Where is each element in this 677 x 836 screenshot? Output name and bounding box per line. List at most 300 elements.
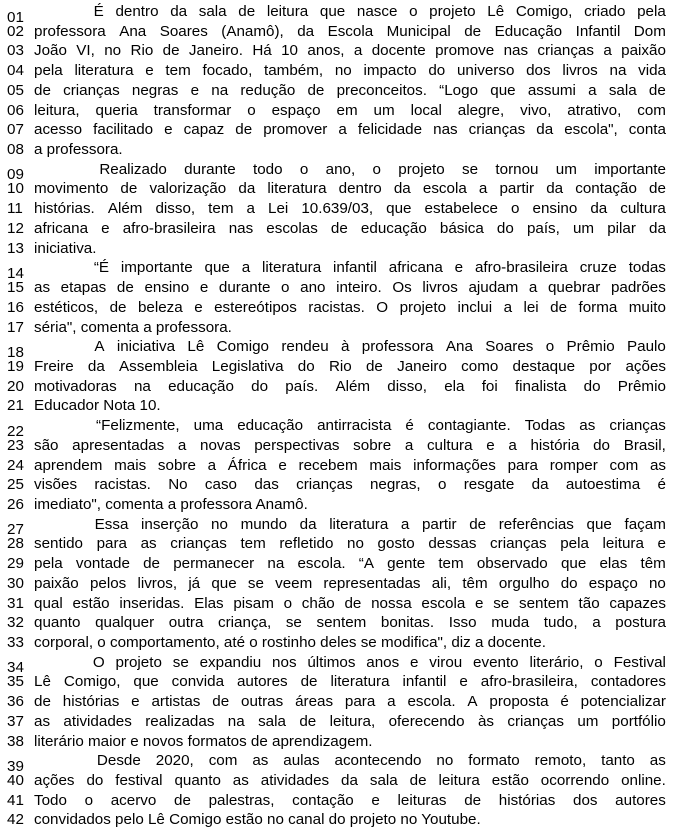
word: a	[478, 180, 488, 198]
word: se	[172, 653, 189, 671]
line-number: 07	[7, 121, 25, 139]
text-line-row	[0, 791, 677, 811]
text-line-row	[0, 534, 677, 554]
word: contadores	[590, 673, 666, 691]
line-text: iniciativa.	[34, 239, 97, 257]
text-line-row	[0, 475, 677, 495]
word: com	[609, 456, 639, 474]
word: e	[194, 298, 203, 316]
word: Rio	[328, 357, 352, 375]
word: Brasil,	[623, 436, 666, 454]
word: Infantil	[575, 22, 621, 40]
word: da	[170, 3, 188, 20]
word: online.	[621, 772, 666, 790]
word: acervo	[110, 791, 157, 809]
text-line-row	[0, 101, 677, 121]
word: afro-brasileira,	[480, 673, 578, 691]
word: forma	[578, 298, 618, 316]
line-text: literário maior e novos formatos de aprendizagem.	[34, 732, 373, 750]
word: do	[86, 772, 104, 790]
word: Janeiro.	[188, 42, 243, 60]
word: assumi	[527, 81, 576, 99]
word: a	[353, 42, 363, 60]
word: disso,	[387, 377, 427, 395]
word: de	[344, 594, 362, 612]
line-text	[34, 475, 677, 495]
word: leitura	[602, 535, 644, 553]
word: 10.639/03,	[301, 200, 374, 218]
word: e	[101, 219, 110, 237]
word: de	[307, 81, 325, 99]
word: romper	[549, 456, 598, 474]
line-text	[34, 61, 677, 81]
word: Paulo	[627, 338, 666, 356]
line-text	[34, 2, 677, 22]
line-number: 27	[7, 521, 25, 539]
word: Educação	[494, 22, 563, 40]
word: projeto	[115, 653, 162, 671]
word: Legislativa	[211, 357, 284, 375]
word: O	[376, 298, 389, 316]
line-number: 26	[7, 495, 25, 513]
word: Comigo,	[63, 673, 121, 691]
text-line-row	[0, 396, 677, 416]
word: promover	[263, 121, 328, 139]
word: sentem	[316, 614, 367, 632]
word: à	[341, 338, 350, 356]
word: para	[344, 693, 376, 711]
word: sentido	[34, 535, 83, 553]
word: do	[560, 574, 578, 592]
word: que	[319, 3, 346, 20]
text-line-row	[0, 219, 677, 239]
word: resgate	[463, 476, 515, 494]
word: a	[508, 436, 517, 454]
word: o	[247, 101, 256, 119]
word: observado	[476, 555, 548, 573]
line-text	[34, 692, 677, 712]
paragraph-indent	[34, 653, 82, 673]
line-text: imediato", comenta a professora Anamô.	[34, 495, 308, 513]
word: O	[92, 653, 105, 671]
word: da	[649, 219, 666, 237]
line-text	[34, 653, 677, 673]
word: mais	[114, 456, 147, 474]
word: têm	[462, 574, 488, 592]
word: pela	[560, 535, 589, 553]
text-line-row	[0, 61, 677, 81]
word: rendeu	[281, 338, 329, 356]
line-number: 31	[7, 594, 25, 612]
word: é	[657, 476, 666, 494]
line-text: a professora.	[34, 141, 123, 159]
word: acontecendo	[334, 752, 422, 770]
line-number: 20	[7, 377, 25, 395]
word: escola.	[297, 555, 346, 573]
word: leitura,	[34, 101, 80, 119]
word: pela	[34, 62, 63, 80]
text-line-row	[0, 771, 677, 791]
word: conta	[628, 121, 666, 139]
word: professora	[361, 338, 434, 356]
word: tem	[208, 200, 234, 218]
word: projeto	[399, 298, 447, 316]
word: é	[560, 693, 569, 711]
text-line-row	[0, 751, 677, 776]
line-number: 19	[7, 357, 25, 375]
line-number: 22	[7, 422, 25, 440]
word: literatura	[74, 62, 134, 80]
word: africana	[34, 219, 89, 237]
word: da	[536, 121, 554, 139]
word: Municipal	[386, 22, 451, 40]
word: escola	[422, 180, 467, 198]
line-text: Educador Nota 10.	[34, 397, 161, 415]
word: ajudam	[468, 279, 519, 297]
word: tanto	[601, 752, 635, 770]
word: inclui	[457, 298, 493, 316]
line-text	[34, 199, 677, 219]
word: em	[336, 101, 358, 119]
word: de	[300, 673, 318, 691]
word: com	[208, 752, 238, 770]
word: ali,	[431, 574, 452, 592]
word: de	[464, 791, 482, 809]
word: muda	[491, 614, 530, 632]
word: um	[555, 160, 577, 178]
word: ano	[300, 279, 326, 297]
word: visões	[34, 476, 78, 494]
word: A	[94, 338, 105, 356]
word: são	[34, 436, 59, 454]
word: beleza	[137, 298, 183, 316]
word: literatura	[267, 180, 327, 198]
word: no	[211, 515, 228, 533]
word: João	[34, 42, 67, 60]
word: crianças	[468, 121, 526, 139]
word: evento	[473, 653, 519, 671]
line-text	[34, 613, 677, 633]
word: as	[34, 712, 51, 730]
word: atividades	[260, 772, 330, 790]
line-number: 36	[7, 693, 25, 711]
paragraph-indent	[34, 2, 82, 22]
word: de	[469, 515, 487, 533]
word: qualquer	[95, 614, 155, 632]
line-text	[34, 436, 677, 456]
word: um	[577, 712, 599, 730]
word: e	[486, 436, 495, 454]
line-text	[34, 672, 677, 692]
word: crianças	[609, 417, 666, 435]
word: sala	[608, 81, 637, 99]
word: pela	[637, 3, 666, 20]
word: anos	[366, 653, 400, 671]
line-text	[34, 515, 677, 535]
word: racistas.	[308, 298, 365, 316]
word: Lê	[34, 673, 51, 691]
word: a	[588, 81, 597, 99]
word: tão	[578, 594, 600, 612]
line-text	[34, 377, 677, 397]
word: refletido	[279, 535, 334, 553]
text-line-row	[0, 239, 677, 259]
word: infantil	[333, 259, 377, 277]
line-number: 42	[7, 811, 25, 829]
word: de	[34, 693, 51, 711]
word: Ana	[119, 22, 147, 40]
word: crianças	[507, 712, 564, 730]
line-text	[34, 416, 677, 436]
word: recebem	[298, 456, 358, 474]
word: a	[603, 42, 612, 60]
text-line-row	[0, 574, 677, 594]
text-line-row	[0, 712, 677, 732]
word: e	[459, 673, 468, 691]
text-line-row	[0, 258, 677, 283]
word: dentro	[338, 180, 382, 198]
word: africana	[388, 259, 443, 277]
word: o	[283, 594, 293, 612]
word: o	[545, 338, 555, 356]
word: como	[461, 357, 499, 375]
word: nas	[503, 42, 529, 60]
paragraph-indent	[34, 751, 82, 771]
word: da	[238, 180, 256, 198]
word: Realizado	[99, 160, 167, 178]
word: Escola	[327, 22, 374, 40]
word: um	[373, 101, 395, 119]
word: vida	[638, 62, 666, 80]
word: local	[410, 101, 442, 119]
word: ela	[444, 377, 465, 395]
line-text: corporal, o comportamento, até o rostinho deles se modifica", diz a docente.	[34, 634, 546, 651]
word: quanto	[34, 614, 81, 632]
word: o	[594, 653, 603, 671]
word: Essa	[94, 515, 129, 533]
line-number: 09	[7, 166, 25, 184]
word: ações	[625, 357, 666, 375]
word: estabelece	[424, 200, 498, 218]
line-text	[34, 258, 677, 278]
line-text	[34, 101, 677, 121]
word: racistas.	[94, 476, 151, 494]
word: no	[347, 535, 364, 553]
word: movimento	[34, 180, 109, 198]
line-number: 13	[7, 239, 25, 257]
text-line-row	[0, 653, 677, 677]
word: mais	[369, 456, 402, 474]
line-text	[34, 41, 677, 61]
word: do	[583, 377, 601, 395]
word: 10	[281, 42, 299, 60]
word: de	[550, 298, 568, 316]
word: de	[212, 693, 230, 711]
line-number: 14	[7, 265, 25, 283]
line-number: 01	[7, 8, 25, 26]
word: felicidade	[357, 121, 423, 139]
word: alegre,	[457, 101, 505, 119]
text-line-row	[0, 495, 677, 515]
word: permanecer	[173, 555, 255, 573]
word: nas	[433, 121, 458, 139]
word: país.	[285, 377, 319, 395]
text-line-row	[0, 732, 677, 752]
word: Soares	[159, 22, 208, 40]
line-text	[34, 120, 677, 140]
word: capaz	[183, 121, 225, 139]
word: para	[507, 456, 538, 474]
word: da	[297, 22, 315, 40]
word: para	[96, 535, 127, 553]
word: Lei	[268, 200, 289, 218]
word: durante	[218, 279, 271, 297]
word: potencializar	[580, 693, 666, 711]
word: escola.	[407, 693, 456, 711]
line-number: 18	[7, 343, 25, 361]
text-line-row	[0, 278, 677, 298]
paragraph-indent	[34, 416, 82, 436]
word: livros	[562, 62, 598, 80]
word: padrões	[610, 279, 666, 297]
word: também,	[264, 62, 324, 80]
line-text	[34, 81, 677, 101]
word: do	[251, 377, 269, 395]
line-number: 39	[7, 758, 25, 776]
word: Lê	[187, 338, 205, 356]
word: se	[462, 160, 479, 178]
word: da	[87, 357, 105, 375]
word: criado	[584, 3, 626, 20]
word: sala	[198, 3, 227, 20]
word: capazes	[609, 594, 666, 612]
text-line-row	[0, 179, 677, 199]
word: postura	[615, 614, 666, 632]
word: de	[299, 712, 317, 730]
word: literatura	[329, 515, 389, 533]
word: anos,	[307, 42, 345, 60]
word: apresentadas	[72, 436, 165, 454]
word: sala	[369, 772, 398, 790]
word: literatura	[330, 673, 390, 691]
word: perspectivas	[254, 436, 340, 454]
word: de	[34, 81, 51, 99]
line-number: 30	[7, 574, 25, 592]
line-text	[34, 160, 677, 180]
word: aprendem	[34, 456, 103, 474]
word: pilar	[607, 219, 636, 237]
word: da	[531, 476, 549, 494]
word: autores	[615, 791, 666, 809]
text-line-row	[0, 41, 677, 61]
word: escola	[421, 594, 466, 612]
word: o	[437, 476, 447, 494]
line-number: 32	[7, 614, 25, 632]
word: Assembleia	[119, 357, 198, 375]
word: oferecendo	[388, 712, 465, 730]
word: contação	[575, 180, 637, 198]
word: gosto	[377, 535, 415, 553]
word: Prêmio	[566, 338, 615, 356]
word: na	[267, 555, 285, 573]
word: nossa	[371, 594, 412, 612]
word: últimos	[307, 653, 356, 671]
text-line-row	[0, 22, 677, 42]
word: dos	[526, 62, 551, 80]
paragraph-indent	[34, 258, 82, 278]
word: da	[341, 772, 358, 790]
text-line-row	[0, 2, 677, 26]
word: as	[252, 752, 269, 770]
line-number: 04	[7, 62, 25, 80]
text-line-row	[0, 120, 677, 140]
word: no	[436, 752, 454, 770]
word: e	[131, 693, 140, 711]
word: estereótipos	[214, 298, 297, 316]
word: livros	[422, 279, 458, 297]
word: as	[649, 752, 666, 770]
word: inserção	[141, 515, 199, 533]
word: novas	[200, 436, 241, 454]
line-text: séria", comenta a professora.	[34, 318, 232, 336]
word: disso,	[155, 200, 196, 218]
line-number: 02	[7, 22, 25, 40]
word: valorização	[149, 180, 227, 198]
word: na	[133, 377, 151, 395]
word: que	[586, 515, 612, 533]
word: professora	[34, 22, 106, 40]
word: crianças	[490, 535, 547, 553]
line-text	[34, 179, 677, 199]
line-number: 28	[7, 535, 25, 553]
word: pela	[34, 555, 63, 573]
text-line-row	[0, 140, 677, 160]
word: preconceitos.	[336, 81, 427, 99]
word: contagiante.	[427, 417, 511, 435]
word: aulas	[283, 752, 320, 770]
word: nos	[272, 653, 297, 671]
word: facilitado	[93, 121, 154, 139]
word: sala	[258, 712, 286, 730]
word: autoestima	[565, 476, 641, 494]
word: tudo,	[543, 614, 578, 632]
line-text	[34, 278, 677, 298]
word: de	[120, 180, 138, 198]
word: finalista	[514, 377, 567, 395]
word: às	[477, 712, 494, 730]
word: cultura	[620, 200, 666, 218]
word: remoto,	[534, 752, 587, 770]
word: negras	[131, 81, 179, 99]
word: o	[372, 160, 381, 178]
text-line-row	[0, 416, 677, 440]
word: contação	[292, 791, 354, 809]
word: África	[227, 456, 267, 474]
word: a	[503, 298, 513, 316]
line-text	[34, 751, 677, 771]
word: da	[393, 180, 411, 198]
text-line-row	[0, 692, 677, 712]
word: lei	[523, 298, 539, 316]
word: importante	[120, 259, 193, 277]
word: a	[400, 515, 410, 533]
word: ano,	[325, 160, 356, 178]
word: e	[410, 653, 419, 671]
word: Comigo	[216, 338, 270, 356]
word: proposta	[489, 693, 549, 711]
text-line-row	[0, 672, 677, 692]
word: história	[530, 436, 580, 454]
